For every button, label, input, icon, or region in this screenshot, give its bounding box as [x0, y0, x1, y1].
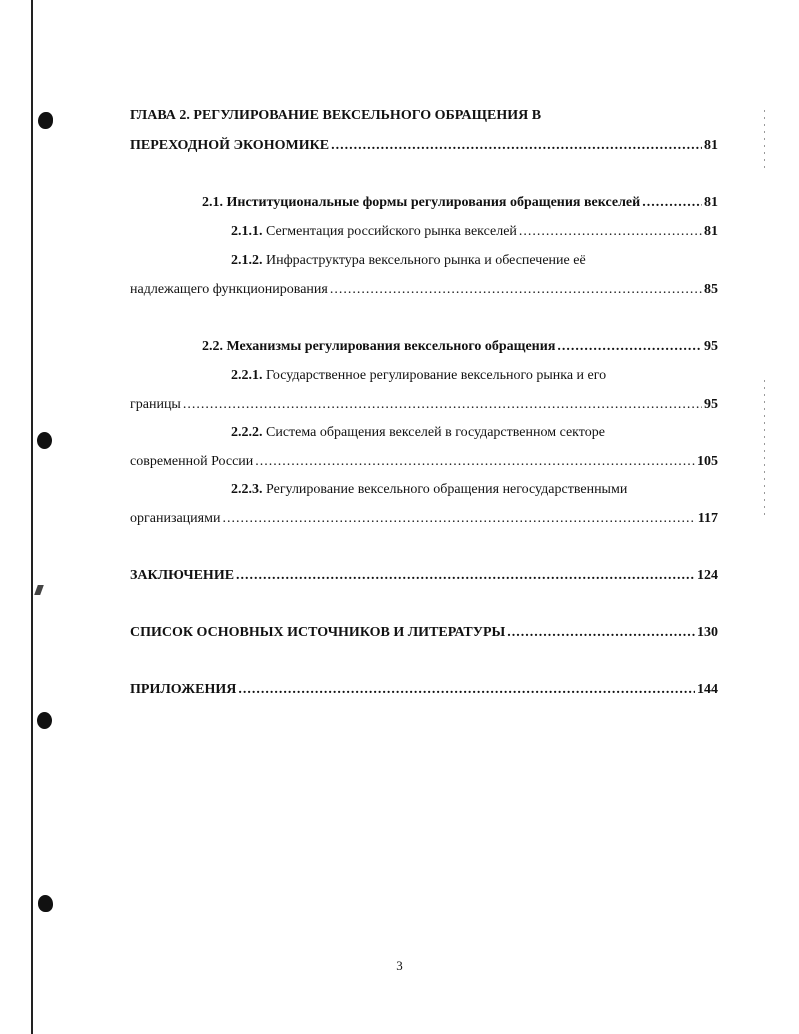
section-title: Институциональные формы регулирования обращения векселей	[226, 195, 641, 210]
toc-entry-2-2-3	[130, 510, 718, 528]
leader-dots	[519, 223, 702, 241]
leader-dots	[236, 567, 695, 585]
page-ref: 81	[704, 195, 718, 210]
toc-entry-sources	[130, 624, 718, 642]
section-number: 2.2.	[202, 339, 223, 354]
punch-hole-mark	[37, 432, 52, 449]
punch-hole-mark	[38, 112, 53, 129]
section-number: 2.1.2.	[231, 253, 263, 268]
section-title: Механизмы регулирования вексельного обращения	[226, 339, 556, 354]
toc-entry-conclusion	[130, 567, 718, 585]
page-ref: 144	[697, 682, 718, 697]
section-title: Сегментация российского рынка векселей	[266, 224, 517, 239]
scan-edge-dots	[764, 380, 765, 520]
page-ref: 95	[704, 339, 718, 354]
toc-entry-2-2-2-line1	[231, 424, 605, 442]
section-title-line2: современной России	[130, 454, 254, 469]
page-ref: 124	[697, 568, 718, 583]
toc-entry-2-2-1-line1	[231, 367, 606, 385]
leader-dots	[331, 137, 702, 155]
chapter-2-title-line2: ПЕРЕХОДНОЙ ЭКОНОМИКЕ	[130, 138, 330, 153]
section-number: 2.1.	[202, 195, 223, 210]
toc-entry-2-1	[202, 194, 718, 212]
section-title-line1: Система обращения векселей в государственном секторе	[266, 425, 605, 440]
toc-entry-2-1-1	[231, 223, 718, 241]
page-ref: 105	[697, 454, 718, 469]
section-number: 2.2.1.	[231, 368, 263, 383]
toc-entry-2-2-2	[130, 453, 718, 471]
leader-dots	[222, 510, 695, 528]
section-title-line1: Регулирование вексельного обращения негосударственными	[266, 482, 628, 497]
section-title-line2: границы	[130, 397, 181, 412]
toc-entry-2-2	[202, 338, 718, 356]
section-title-line1: Инфраструктура вексельного рынка и обеспечение её	[266, 253, 586, 268]
page-ref: 85	[704, 282, 718, 297]
page-ref: 95	[704, 397, 718, 412]
punch-hole-mark	[38, 895, 53, 912]
leader-dots	[183, 396, 702, 414]
toc-entry-2-1-2-line1	[231, 252, 586, 270]
leader-dots	[255, 453, 695, 471]
binding-edge-line	[31, 0, 33, 1034]
page-ref: 117	[697, 511, 718, 526]
section-number: 2.2.2.	[231, 425, 263, 440]
section-title: ЗАКЛЮЧЕНИЕ	[130, 568, 235, 583]
section-number: 2.2.3.	[231, 482, 263, 497]
section-title-line1: Государственное регулирование вексельного рынка и его	[266, 368, 607, 383]
leader-dots	[557, 338, 702, 356]
section-number: 2.1.1.	[231, 224, 263, 239]
toc-entry-2-1-2	[130, 281, 718, 299]
leader-dots	[238, 681, 695, 699]
scan-edge-dots	[764, 110, 765, 170]
leader-dots	[642, 194, 702, 212]
page-number: 3	[396, 958, 403, 973]
scan-artifact-mark	[34, 585, 44, 595]
page-ref: 130	[697, 625, 718, 640]
chapter-2-title-line1: ГЛАВА 2. РЕГУЛИРОВАНИЕ ВЕКСЕЛЬНОГО ОБРАЩЕНИЯ В	[130, 108, 542, 123]
leader-dots	[330, 281, 702, 299]
section-title-line2: организациями	[130, 511, 221, 526]
leader-dots	[507, 624, 695, 642]
section-title: ПРИЛОЖЕНИЯ	[130, 682, 237, 697]
section-title-line2: надлежащего функционирования	[130, 282, 328, 297]
toc-entry-appendices	[130, 681, 718, 699]
punch-hole-mark	[37, 712, 52, 729]
page-ref: 81	[704, 138, 718, 153]
toc-entry-2-2-1	[130, 396, 718, 414]
section-title: СПИСОК ОСНОВНЫХ ИСТОЧНИКОВ И ЛИТЕРАТУРЫ	[130, 625, 506, 640]
toc-entry-chapter-2	[130, 137, 718, 155]
page-ref: 81	[704, 224, 718, 239]
toc-entry-2-2-3-line1	[231, 481, 627, 499]
